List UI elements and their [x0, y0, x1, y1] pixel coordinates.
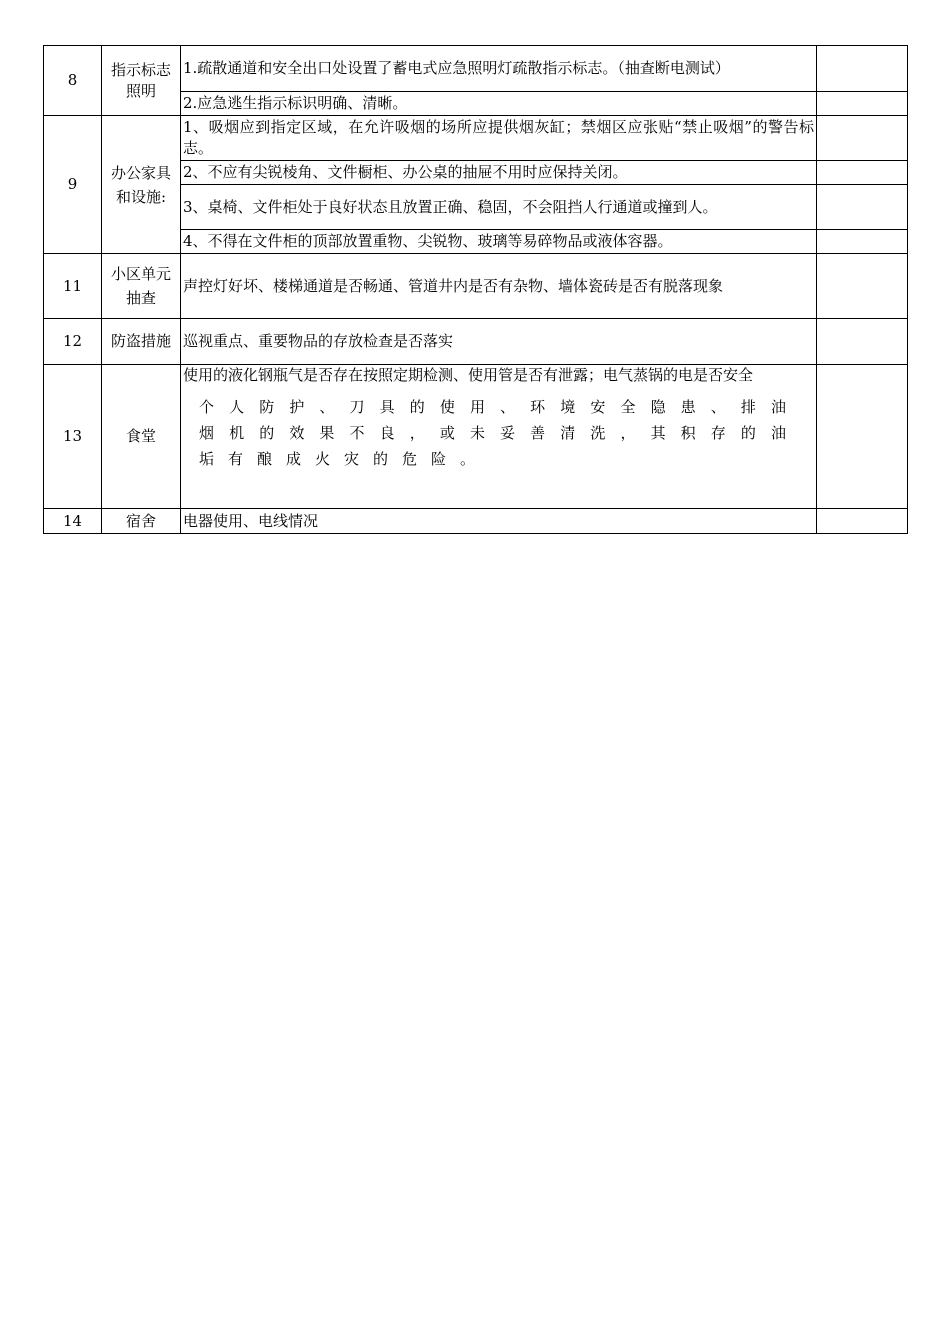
remark-cell [817, 509, 908, 534]
row-number: 9 [44, 116, 102, 254]
category-text: 指示标志 照明 [110, 60, 171, 100]
check-item: 电器使用、电线情况 [181, 509, 817, 534]
row-number: 11 [44, 254, 102, 319]
table-row [44, 116, 908, 161]
row-category: 防盗措施 [102, 319, 181, 365]
check-item: 1.疏散通道和安全出口处设置了蓄电式应急照明灯疏散指示标志。（抽查断电测试） [181, 46, 817, 92]
check-item: 1、吸烟应到指定区域，在允许吸烟的场所应提供烟灰缸；禁烟区应张贴“禁止吸烟”的警告标志。 [181, 116, 817, 161]
row-category: 小区单元抽查 [102, 254, 181, 319]
remark-cell [817, 230, 908, 254]
check-item: 2、不应有尖锐棱角、文件橱柜、办公桌的抽屉不用时应保持关闭。 [181, 161, 817, 185]
table-row [44, 509, 908, 534]
row-category: 办公家具和设施: [102, 116, 181, 254]
table-row [44, 319, 908, 365]
inspection-table [43, 45, 908, 534]
row-category: 宿舍 [102, 509, 181, 534]
row-category [102, 46, 181, 116]
table-row [44, 46, 908, 92]
row-number: 14 [44, 509, 102, 534]
row-number: 8 [44, 46, 102, 116]
row-number: 13 [44, 365, 102, 509]
check-item: 个人防护、刀具的使用、环境安全隐患、排油烟机的效果不良，或未妥善清洗，其积存的油垢有酿成火灾的危险。 [199, 398, 800, 468]
remark-cell [817, 254, 908, 319]
row-category: 食堂 [102, 365, 181, 509]
check-item: 3、桌椅、文件柜处于良好状态且放置正确、稳固，不会阻挡人行通道或撞到人。 [181, 185, 817, 230]
check-item: 巡视重点、重要物品的存放检查是否落实 [181, 319, 817, 365]
check-item: 声控灯好坏、楼梯通道是否畅通、管道井内是否有杂物、墙体瓷砖是否有脱落现象 [181, 254, 817, 319]
remark-cell [817, 365, 908, 509]
remark-cell [817, 185, 908, 230]
check-item: 4、不得在文件柜的顶部放置重物、尖锐物、玻璃等易碎物品或液体容器。 [181, 230, 817, 254]
table-row [44, 365, 908, 509]
remark-cell [817, 92, 908, 116]
remark-cell [817, 319, 908, 365]
remark-cell [817, 46, 908, 92]
table-row [44, 254, 908, 319]
remark-cell [817, 116, 908, 161]
check-item: 2.应急逃生指示标识明确、清晰。 [181, 92, 817, 116]
check-item: 使用的液化钢瓶气是否存在按照定期检测、使用管是否有泄露；电气蒸锅的电是否安全 [183, 366, 754, 384]
check-item-group [181, 365, 817, 509]
row-number: 12 [44, 319, 102, 365]
remark-cell [817, 161, 908, 185]
